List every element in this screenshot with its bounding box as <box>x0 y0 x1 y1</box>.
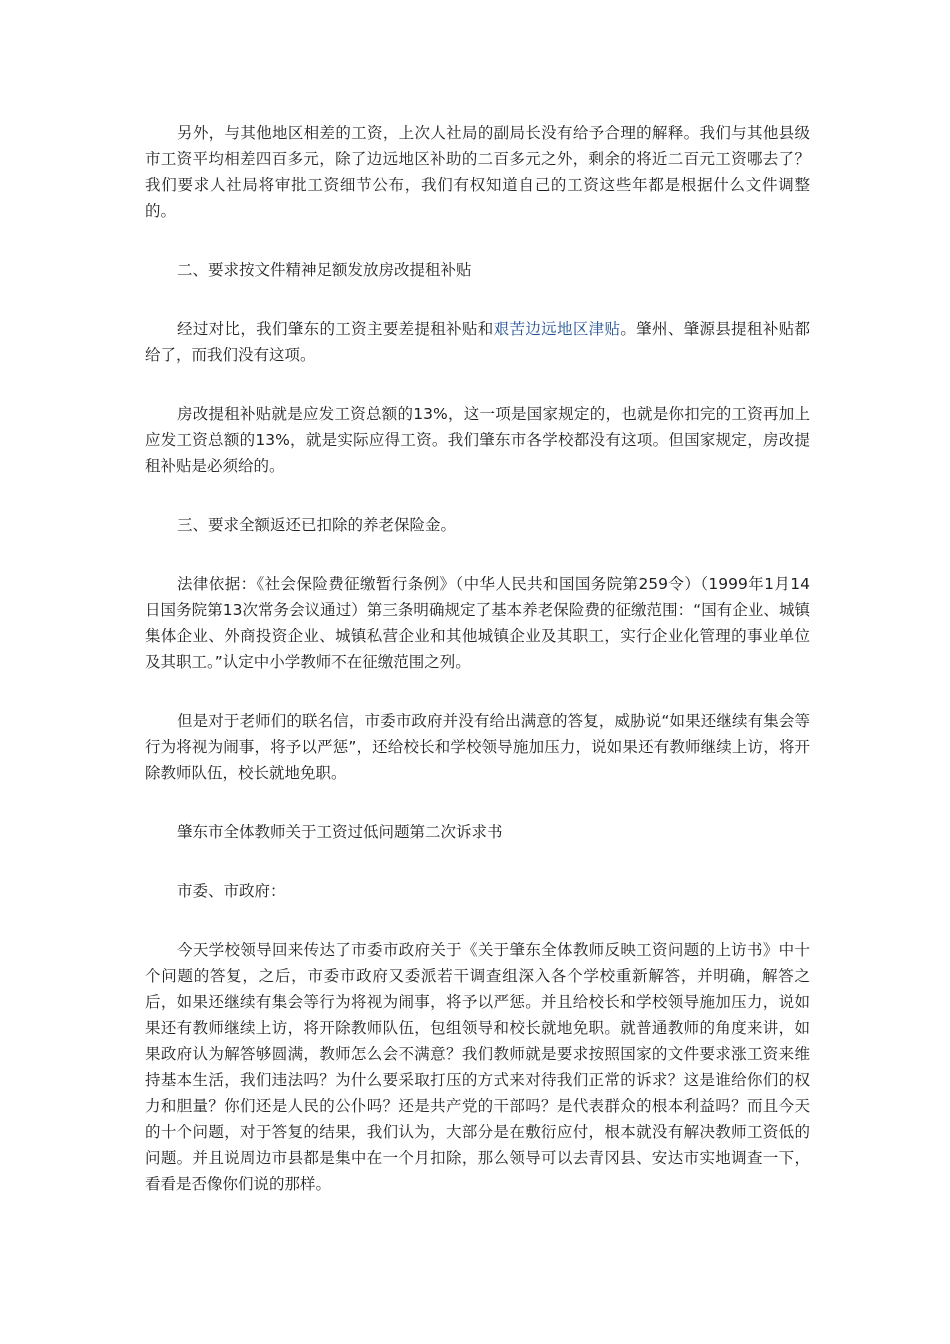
section-heading-pension-refund: 三、要求全额返还已扣除的养老保险金。 <box>177 516 457 534</box>
paragraph-second-petition-body: 今天学校领导回来传达了市委市政府关于《关于肇东全体教师反映工资问题的上访书》中十个问题的答复，之后，市委市政府又委派若干调查组深入各个学校重新解答，并明确，解答之后，如果还继续有集会等行为将视为闹事，将予以严惩。并且给校长和学校领导施加压力，说如果还有教师继续上访，将开除教师队伍，包组领导和校长就地免职。就普通教师的角度来讲，如果政府认为解答够圆满，教师怎么会不满意？我们教师就是要求按照国家的文件要求涨工资来维持基本生活，我们违法吗？为什么要采取打压的方式来对待我们正常的诉求？这是谁给你们的权力和胆量？你们还是人民的公仆吗？还是共产党的干部吗？是代表群众的根本利益吗？而且今天的十个问题，对于答复的结果，我们认为，大部分是在敷衍应付，根本就没有解决教师工资低的问题。并且说周边市县都是集中在一个月扣除，那么领导可以去青冈县、安达市实地调查一下，看看是否像你们说的那样。 <box>145 941 810 1193</box>
paragraph-comparison <box>145 316 810 368</box>
paragraph-legal-basis: 法律依据：《社会保险费征缴暂行条例》（中华人民共和国国务院第259令）（1999年1月14日国务院第13次常务会议通过）第三条明确规定了基本养老保险费的征缴范围：“国有企业、城镇集体企业、外商投资企业、城镇私营企业和其他城镇企业及其职工，实行企业化管理的事业单位及其职工。”认定中小学教师不在征缴范围之列。 <box>145 575 810 671</box>
paragraph-government-response: 但是对于老师们的联名信，市委市政府并没有给出满意的答复，威胁说“如果还继续有集会等行为将视为闹事，将予以严惩”，还给校长和学校领导施加压力，说如果还有教师继续上访，将开除教师队伍，校长就地免职。 <box>145 712 810 782</box>
salutation: 市委、市政府： <box>177 882 286 900</box>
paragraph-wage-difference: 另外，与其他地区相差的工资，上次人社局的副局长没有给予合理的解释。我们与其他县级市工资平均相差四百多元，除了边远地区补助的二百多元之外，剩余的将近二百元工资哪去了？我们要求人社局将审批工资细节公布，我们有权知道自己的工资这些年都是根据什么文件调整的。 <box>145 124 810 220</box>
second-petition-title: 肇东市全体教师关于工资过低问题第二次诉求书 <box>177 823 503 841</box>
paragraph-comparison-text-start: 经过对比，我们肇东的工资主要差提租补贴和 <box>177 320 494 338</box>
hardship-allowance-link[interactable]: 艰苦边远地区津贴 <box>493 320 621 338</box>
paragraph-comparison-text-end: 。肇州、肇源县提租补贴都给了，而我们没有这项。 <box>145 320 810 364</box>
section-heading-rent-subsidy: 二、要求按文件精神足额发放房改提租补贴 <box>177 261 472 279</box>
paragraph-rent-subsidy-rule: 房改提租补贴就是应发工资总额的13%，这一项是国家规定的，也就是你扣完的工资再加上应发工资总额的13%，就是实际应得工资。我们肇东市各学校都没有这项。但国家规定，房改提租补贴是必须给的。 <box>145 405 810 475</box>
document-page <box>145 120 810 1230</box>
